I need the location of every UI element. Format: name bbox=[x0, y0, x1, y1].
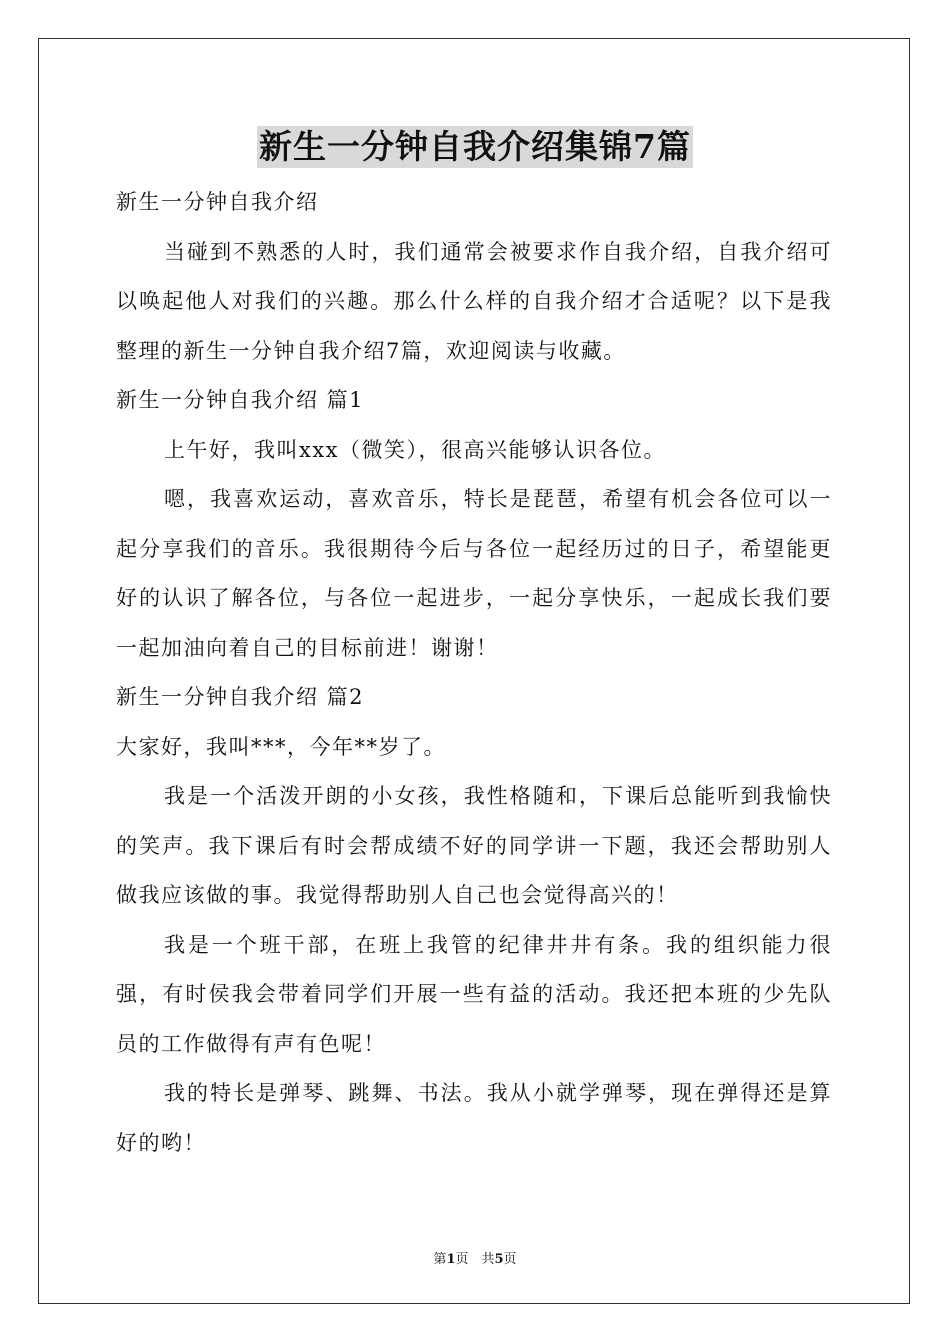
paragraph: 我是一个活泼开朗的小女孩，我性格随和，下课后总能听到我愉快的笑声。我下课后有时会帮成绩不好的同学讲一下题，我还会帮助别人做我应该做的事。我觉得帮助别人自己也会觉得高兴的！ bbox=[116, 784, 832, 907]
paragraph: 嗯，我喜欢运动，喜欢音乐，特长是琵琶，希望有机会各位可以一起分享我们的音乐。我很期待今后与各位一起经历过的日子，希望能更好的认识了解各位，与各位一起进步，一起分享快乐，一起成长我们要一起加油向着自己的目标前进！谢谢！ bbox=[116, 487, 832, 660]
paragraph: 大家好，我叫***，今年**岁了。 bbox=[116, 734, 446, 759]
section-heading: 新生一分钟自我介绍 篇1 bbox=[116, 388, 365, 412]
page-mid: 页 共 bbox=[455, 1252, 495, 1267]
section-heading: 新生一分钟自我介绍 篇2 bbox=[116, 685, 365, 709]
page-current: 1 bbox=[446, 1252, 456, 1267]
paragraph: 我的特长是弹琴、跳舞、书法。我从小就学弹琴，现在弹得还是算好的哟！ bbox=[116, 1081, 832, 1155]
paragraph: 上午好，我叫xxx（微笑），很高兴能够认识各位。 bbox=[164, 437, 667, 462]
document-body bbox=[116, 178, 832, 1168]
document-title: 新生一分钟自我介绍集锦7篇 bbox=[259, 127, 691, 166]
page-footer bbox=[0, 1248, 950, 1267]
page-prefix: 第 bbox=[433, 1252, 447, 1267]
paragraph: 当碰到不熟悉的人时，我们通常会被要求作自我介绍，自我介绍可以唤起他人对我们的兴趣。那么什么样的自我介绍才合适呢？以下是我整理的新生一分钟自我介绍7篇，欢迎阅读与收藏。 bbox=[116, 239, 832, 363]
page-suffix: 页 bbox=[503, 1252, 517, 1267]
title-container bbox=[0, 126, 950, 168]
paragraph: 我是一个班干部，在班上我管的纪律井井有条。我的组织能力很强，有时侯我会带着同学们开展一些有益的活动。我还把本班的少先队员的工作做得有声有色呢！ bbox=[116, 932, 832, 1056]
paragraph: 新生一分钟自我介绍 bbox=[116, 190, 319, 214]
page-total: 5 bbox=[494, 1252, 504, 1267]
